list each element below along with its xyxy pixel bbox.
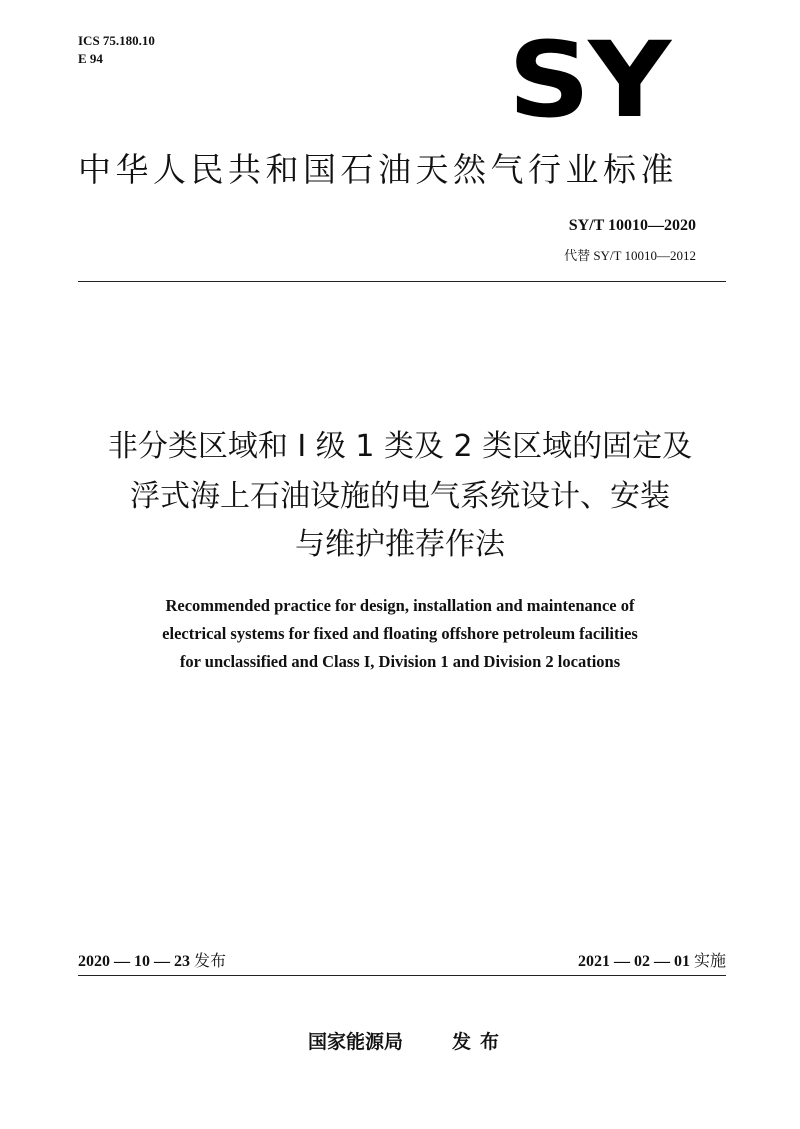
classification-block bbox=[78, 32, 155, 68]
implementation-date bbox=[578, 948, 726, 971]
impl-date-label: 实施 bbox=[693, 951, 726, 970]
issue-date-value: 2020 — 10 — 23 bbox=[78, 953, 190, 970]
issuer-action: 发布 bbox=[452, 1031, 509, 1053]
org-title: 中华人民共和国石油天然气行业标准 bbox=[78, 150, 678, 189]
zh-title-line-1: 非分类区域和 I 级 1 类及 2 类区域的固定及 bbox=[107, 429, 693, 464]
issue-date-label: 发布 bbox=[194, 951, 227, 970]
impl-date-value: 2021 — 02 — 01 bbox=[577, 953, 690, 970]
en-title-line-2: electrical systems for fixed and floating offshore petroleum facilities bbox=[162, 624, 638, 643]
zh-title-line-3: 与维护推荐作法 bbox=[295, 527, 505, 562]
en-title-line-1: Recommended practice for design, installation and maintenance of bbox=[165, 596, 635, 615]
zh-title-line-2: 浮式海上石油设施的电气系统设计、安装 bbox=[130, 479, 670, 514]
standard-code: SY/T 10010—2020 bbox=[568, 217, 696, 234]
ics-code: ICS 75.180.10 bbox=[78, 33, 155, 48]
issue-date bbox=[78, 948, 226, 971]
sy-logo: SY bbox=[508, 19, 669, 141]
class-code: E 94 bbox=[78, 51, 103, 66]
bottom-divider bbox=[78, 975, 726, 976]
en-title-line-3: for unclassified and Class I, Division 1 and Division 2 locations bbox=[179, 652, 621, 671]
replaces-code: 代替 SY/T 10010—2012 bbox=[564, 248, 696, 263]
top-divider bbox=[78, 281, 726, 282]
issuer-name: 国家能源局 bbox=[308, 1031, 404, 1053]
